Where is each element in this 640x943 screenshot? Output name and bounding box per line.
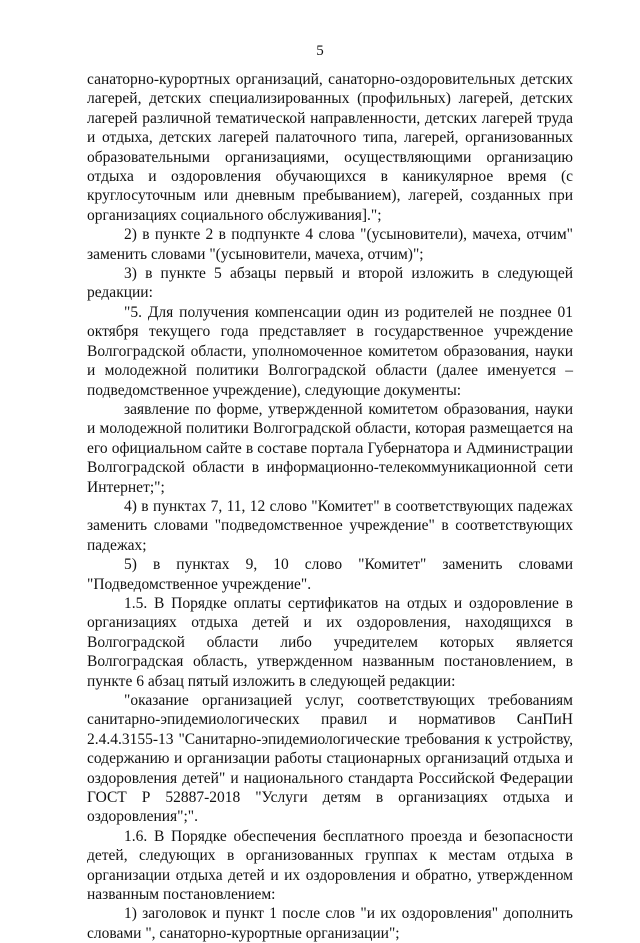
paragraph: 3) в пункте 5 абзацы первый и второй изложить в следующей редакции: <box>87 265 573 302</box>
paragraph: санаторно-курортных организаций, санаторно-оздоровительных детских лагерей, детских специализированных (профильных) лагерей, детских лагерей различной тематической направленности, детских лагерей труда и отдыха, детских лагерей палаточного типа, лагерей, организованных образовательными организациями, осуществляющими организацию отдыха и оздоровления обучающихся в каникулярное время (с круглосуточным или дневным пребыванием), лагерей, созданных при организациях социального обслуживания]."; <box>87 71 573 224</box>
paragraph: 1) заголовок и пункт 1 после слов "и их оздоровления" дополнить словами ", санаторно-курортные организации"; <box>87 905 573 942</box>
paragraph: 4) в пунктах 7, 11, 12 слово "Комитет" в соответствующих падежах заменить словами "подведомственное учреждение" в соответствующих падежах; <box>87 497 573 554</box>
page-number: 5 <box>316 43 324 59</box>
document-body <box>87 70 573 943</box>
paragraph: "5. Для получения компенсации один из родителей не позднее 01 октября текущего года представляет в государственное учреждение Волгоградской области, уполномоченное комитетом образования, науки и молодежной политики Волгоградской области (далее именуется – подведомственное учреждение), следующие документы: <box>87 303 573 399</box>
paragraph: 2) в пункте 2 в подпункте 4 слова "(усыновители), мачеха, отчим" заменить словами "(усыновители, мачеха, отчим)"; <box>87 226 573 263</box>
paragraph: заявление по форме, утвержденной комитетом образования, науки и молодежной политики Волгоградской области, которая размещается на его официальном сайте в составе портала Губернатора и Администрации Волгоградской области в информационно-телекоммуникационной сети Интернет;"; <box>87 400 573 496</box>
paragraph: "оказание организацией услуг, соответствующих требованиям санитарно-эпидемиологических правил и нормативов СанПиН 2.4.4.3155-13 "Санитарно-эпидемиологические требования к устройству, содержанию и организации работы стационарных организаций отдыха и оздоровления детей" и национального стандарта Российской Федерации ГОСТ Р 52887-2018 "Услуги детям в организациях отдыха и оздоровления";". <box>87 692 573 826</box>
paragraph: 5) в пунктах 9, 10 слово "Комитет" заменить словами "Подведомственное учреждение". <box>87 556 573 593</box>
paragraph: 1.5. В Порядке оплаты сертификатов на отдых и оздоровление в организациях отдыха детей и их оздоровления, находящихся в Волгоградской области либо учредителем которых является Волгоградская область, утвержденном названным постановлением, в пункте 6 абзац пятый изложить в следующей редакции: <box>87 594 573 690</box>
paragraph: 1.6. В Порядке обеспечения бесплатного проезда и безопасности детей, следующих в организованных группах к местам отдыха в организации отдыха детей и их оздоровления и обратно, утвержденном названным постановлением: <box>87 827 573 904</box>
